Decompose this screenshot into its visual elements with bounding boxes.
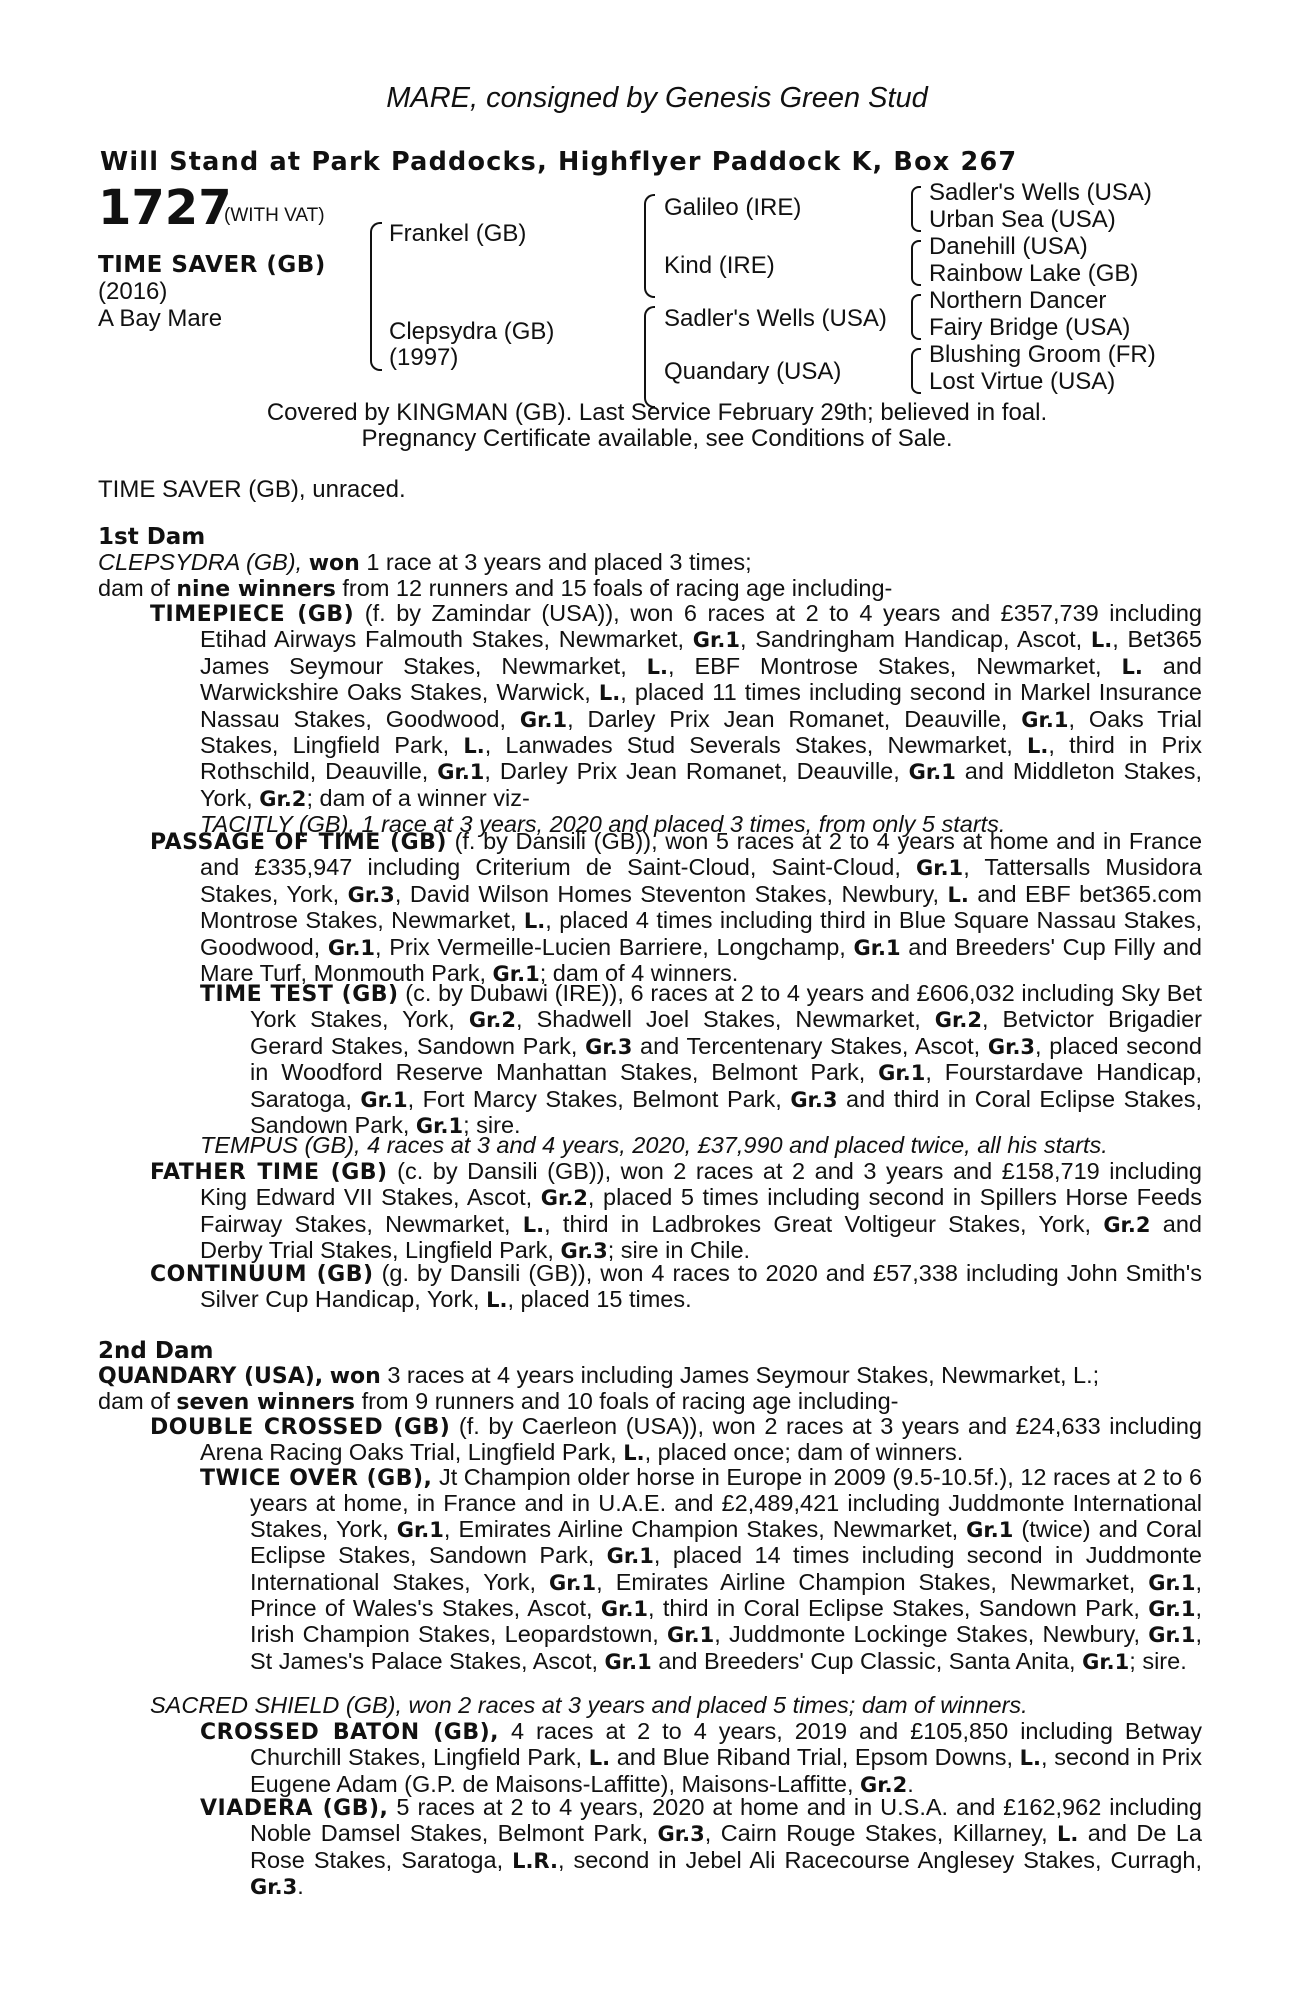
second-dam-heading: 2nd Dam [98, 1338, 214, 1364]
produce-entry [200, 1795, 1202, 1901]
produce-offspring: SACRED SHIELD (GB), won 2 races at 3 years and placed 5 times; dam of winners. [150, 1692, 1028, 1718]
pedigree-brace [644, 306, 655, 408]
pedigree-gen2: Sadler's Wells (USA) [664, 305, 887, 332]
produce-name: TIME TEST (GB) [200, 982, 399, 1007]
produce-entry [200, 1719, 1202, 1798]
winners-count: seven winners [176, 1390, 356, 1416]
horse-year: (2016) [98, 278, 168, 305]
produce-text: (g. by Dansili (GB)), won 4 races to 2020 and £57,338 including John Smith's Silver Cup Handicap, York, L., placed 15 times. [200, 1260, 1202, 1313]
produce-text: (c. by Dansili (GB)), won 2 races at 2 and 3 years and £158,719 including King Edward VII Stakes, Ascot, Gr.2, placed 5 times including second in Spillers Horse Feeds Fairway Stakes, Newmarket, L., third in Ladbrokes Great Voltigeur Stakes, York, Gr.2 and Derby Trial Stakes, Lingfield Park, Gr.3; sire in Chile. [200, 1158, 1203, 1264]
horse-name: TIME SAVER (GB) [98, 252, 326, 278]
first-dam-heading: 1st Dam [98, 524, 206, 550]
pedigree-gen3: Danehill (USA) [929, 233, 1088, 260]
produce-name: DOUBLE CROSSED (GB) [150, 1415, 451, 1440]
location-line: Will Stand at Park Paddocks, Highflyer Paddock K, Box 267 [100, 147, 1018, 177]
pedigree-gen2: Quandary (USA) [664, 358, 842, 385]
produce-entry [150, 1414, 1202, 1467]
produce-text: (f. by Zamindar (USA)), won 6 races at 2 to 4 years and £357,739 including Etihad Airways Falmouth Stakes, Newmarket, Gr.1, Sandringham Handicap, Ascot, L., Bet365 James Seymour Stakes, Newmarket, L., EBF Montrose Stakes, Newmarket, L. and Warwickshire Oaks Stakes, Warwick, L., placed 11 times including second in Markel Insurance Nassau Stakes, Goodwood, Gr.1, Darley Prix Jean Romanet, Deauville, Gr.1, Oaks Trial Stakes, Lingfield Park, L., Lanwades Stud Severals Stakes, Newmarket, L., third in Prix Rothschild, Deauville, Gr.1, Darley Prix Jean Romanet, Deauville, Gr.1 and Middleton Stakes, York, Gr.2; dam of a winner viz- [200, 600, 1203, 811]
produce-text: 5 races at 2 to 4 years, 2020 at home and in U.S.A. and £162,962 including Noble Damsel Stakes, Belmont Park, Gr.3, Cairn Rouge Stakes, Killarney, L. and De La Rose Stakes, Saratoga, L.R., second in Jebel Ali Racecourse Anglesey Stakes, Curragh, Gr.3. [250, 1794, 1202, 1900]
pedigree-gen3: Urban Sea (USA) [929, 206, 1116, 233]
pedigree-gen3: Sadler's Wells (USA) [929, 179, 1152, 206]
pedigree-brace [911, 240, 921, 286]
pedigree-gen3: Northern Dancer [929, 287, 1107, 314]
pedigree-dam: Clepsydra (GB) [389, 318, 555, 345]
winners-count: nine winners [176, 577, 336, 603]
produce-name: CONTINUUM (GB) [150, 1262, 374, 1287]
pedigree-gen3: Rainbow Lake (GB) [929, 260, 1139, 287]
first-dam-intro [98, 550, 1208, 603]
pedigree-gen3: Blushing Groom (FR) [929, 341, 1156, 368]
produce-entry [200, 1465, 1202, 1675]
lot-number: 1727 [98, 180, 232, 236]
dam-of-rest: from 12 runners and 15 foals of racing age including- [342, 575, 893, 602]
won-label: won [308, 551, 360, 576]
produce-entry [150, 1159, 1202, 1265]
dam-record: 3 races at 4 years including James Seymour Stakes, Newmarket, L.; [387, 1362, 1100, 1388]
pregnancy-note: Pregnancy Certificate available, see Conditions of Sale. [361, 425, 953, 452]
produce-entry [150, 601, 1202, 838]
produce-text: 4 races at 2 to 4 years, 2019 and £105,850 including Betway Churchill Stakes, Lingfield Park, L. and Blue Riband Trial, Epsom Downs, L., second in Prix Eugene Adam (G.P. de Maisons-Laffitte), Maisons-Laffitte, Gr.2. [250, 1718, 1203, 1797]
produce-offspring: TACITLY (GB), 1 race at 3 years, 2020 and placed 3 times, from only 5 starts. [200, 811, 1006, 838]
produce-text: (f. by Caerleon (USA)), won 2 races at 3 years and £24,633 including Arena Racing Oaks Trial, Lingfield Park, L., placed once; dam of winners. [200, 1413, 1203, 1466]
produce-name: FATHER TIME (GB) [150, 1160, 388, 1185]
horse-description: A Bay Mare [98, 305, 223, 332]
pedigree-dam-year: (1997) [389, 344, 459, 371]
pedigree-brace [911, 294, 921, 340]
produce-entry [150, 1261, 1202, 1314]
pedigree-brace [370, 222, 382, 371]
pedigree-brace [644, 194, 655, 298]
dam-name: CLEPSYDRA (GB), [98, 549, 303, 575]
covered-note: Covered by KINGMAN (GB). Last Service February 29th; believed in foal. [266, 399, 1048, 426]
vat-note: (WITH VAT) [224, 205, 325, 226]
consignor-line: MARE, consigned by Genesis Green Stud [386, 82, 928, 114]
pedigree-sire: Frankel (GB) [389, 220, 527, 247]
produce-entry [200, 981, 1202, 1139]
pedigree-brace [911, 186, 921, 232]
pedigree-gen3: Fairy Bridge (USA) [929, 314, 1131, 341]
produce-text: (c. by Dubawi (IRE)), 6 races at 2 to 4 years and £606,032 including Sky Bet York Stakes, York, Gr.2, Shadwell Joel Stakes, Newmarket, Gr.2, Betvictor Brigadier Gerard Stakes, Sandown Park, Gr.3 and Tercentenary Stakes, Ascot, Gr.3, placed second in Woodford Reserve Manhattan Stakes, Belmont Park, Gr.1, Fourstardave Handicap, Saratoga, Gr.1, Fort Marcy Stakes, Belmont Park, Gr.3 and third in Coral Eclipse Stakes, Sandown Park, Gr.1; sire. [250, 980, 1203, 1139]
dam-name: QUANDARY (USA), [98, 1364, 324, 1389]
unraced-note: TIME SAVER (GB), unraced. [98, 476, 406, 503]
produce-text: (f. by Dansili (GB)), won 5 races at 2 to 4 years at home and in France and £335,947 including Criterium de Saint-Cloud, Saint-Cloud, Gr.1, Tattersalls Musidora Stakes, York, Gr.3, David Wilson Homes Steventon Stakes, Newbury, L. and EBF bet365.com Montrose Stakes, Newmarket, L., placed 4 times including third in Blue Square Nassau Stakes, Goodwood, Gr.1, Prix Vermeille-Lucien Barriere, Longchamp, Gr.1 and Breeders' Cup Filly and Mare Turf, Monmouth Park, Gr.1; dam of 4 winners. [200, 828, 1203, 987]
produce-offspring: TEMPUS (GB), 4 races at 3 and 4 years, 2020, £37,990 and placed twice, all his starts. [200, 1132, 1108, 1158]
won-label: won [329, 1364, 381, 1389]
produce-name: CROSSED BATON (GB), [200, 1720, 500, 1745]
produce-name: VIADERA (GB), [200, 1796, 389, 1821]
produce-name: PASSAGE OF TIME (GB) [150, 830, 447, 855]
dam-record: 1 race at 3 years and placed 3 times; [366, 549, 752, 575]
dam-of-label: dam of [98, 575, 170, 602]
pedigree-brace [911, 348, 921, 394]
dam-of-label: dam of [98, 1388, 170, 1415]
second-dam-intro [98, 1363, 1208, 1416]
produce-entry [150, 829, 1202, 987]
pedigree-gen3: Lost Virtue (USA) [929, 368, 1116, 395]
produce-name: TIMEPIECE (GB) [150, 602, 355, 627]
produce-name: TWICE OVER (GB), [200, 1466, 433, 1491]
produce-text: Jt Champion older horse in Europe in 2009 (9.5-10.5f.), 12 races at 2 to 6 years at home, in France and in U.A.E. and £2,489,421 including Juddmonte International Stakes, York, Gr.1, Emirates Airline Champion Stakes, Newmarket, Gr.1 (twice) and Coral Eclipse Stakes, Sandown Park, Gr.1, placed 14 times including second in Juddmonte International Stakes, York, Gr.1, Emirates Airline Champion Stakes, Newmarket, Gr.1, Prince of Wales's Stakes, Ascot, Gr.1, third in Coral Eclipse Stakes, Sandown Park, Gr.1, Irish Champion Stakes, Leopardstown, Gr.1, Juddmonte Lockinge Stakes, Newbury, Gr.1, St James's Palace Stakes, Ascot, Gr.1 and Breeders' Cup Classic, Santa Anita, Gr.1; sire. [250, 1464, 1203, 1674]
dam-of-rest: from 9 runners and 10 foals of racing age including- [361, 1388, 899, 1415]
pedigree-gen2: Galileo (IRE) [664, 194, 802, 221]
pedigree-gen2: Kind (IRE) [664, 252, 775, 279]
